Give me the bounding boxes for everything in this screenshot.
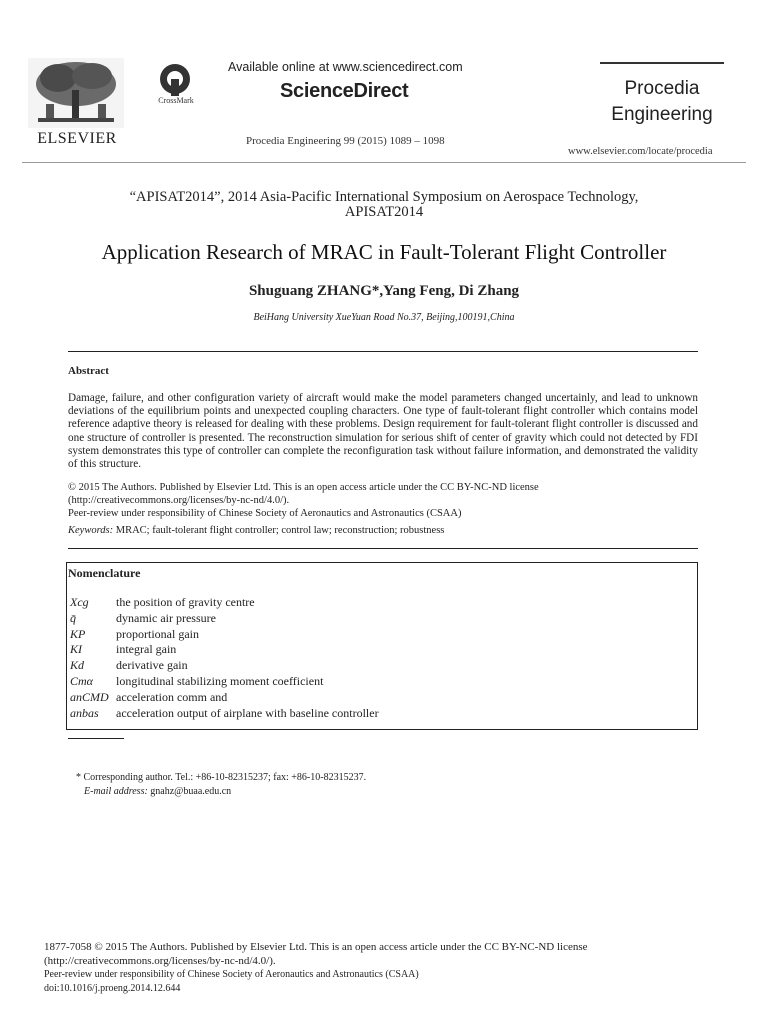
available-online-text: Available online at www.sciencedirect.com xyxy=(228,60,463,74)
abstract-text: Damage, failure, and other configuration variety of aircraft would make the model parameters changed uncertainly, and lead to unknown deviations of the equilibrium points and unexpected coupling characters. One type of fault-tolerant flight controller which contains model reference adaptive theory is released for dealing with these problems. Design requirement for fault-tolerant flight controller is discussed and one structure of controller is presented. The reconstruction simulation for serious shift of center of gravity which could not detected by FDI system demonstrates this type of controller can complete the reconfiguration task without failure information, and demonstrated the validity of this structure. xyxy=(68,392,698,471)
bottom-license-link[interactable]: (http://creativecommons.org/licenses/by-nc-nd/4.0/). xyxy=(44,955,276,967)
footnote-rule xyxy=(68,738,124,739)
nomenclature-symbol: anbas xyxy=(70,706,99,720)
nomenclature-row xyxy=(68,642,688,658)
journal-name-box xyxy=(600,62,724,128)
nomenclature-symbol: KP xyxy=(70,627,86,641)
conference-line2: APISAT2014 xyxy=(344,204,424,220)
header-divider xyxy=(22,162,746,163)
keywords xyxy=(68,525,698,536)
nomenclature-symbol: q̄ xyxy=(70,611,76,625)
nomenclature-definition: integral gain xyxy=(116,642,177,656)
paper-affiliation: BeiHang University XueYuan Road No.37, Beijing,100191,China xyxy=(253,312,515,323)
nomenclature-row xyxy=(68,706,688,722)
nomenclature-symbol: Kd xyxy=(70,658,85,672)
bottom-publication-info xyxy=(44,940,744,996)
nomenclature-row xyxy=(68,674,688,690)
copyright-license-link[interactable]: (http://creativecommons.org/licenses/by-nc-nd/4.0/). xyxy=(68,495,290,506)
nomenclature-definition: proportional gain xyxy=(116,627,199,641)
nomenclature-symbol: KI xyxy=(70,642,82,656)
journal-url[interactable]: www.elsevier.com/locate/procedia xyxy=(568,146,713,157)
copyright-line1: © 2015 The Authors. Published by Elsevier Ltd. This is an open access article under the CC BY-NC-ND license xyxy=(68,482,539,493)
nomenclature-definition: the position of gravity centre xyxy=(116,595,255,609)
keywords-label: Keywords: xyxy=(68,525,114,536)
nomenclature-symbol: anCMD xyxy=(70,690,109,704)
email-line xyxy=(76,785,366,799)
keywords-bottom-rule xyxy=(68,548,698,549)
nomenclature-symbol: Cmα xyxy=(70,674,93,688)
nomenclature-definition: longitudinal stabilizing moment coefficient xyxy=(116,674,324,688)
abstract-heading: Abstract xyxy=(68,365,109,377)
nomenclature-definition: acceleration comm and xyxy=(116,690,228,704)
bottom-peer-review-line: Peer-review under responsibility of Chinese Society of Aeronautics and Astronautics (CSAA) xyxy=(44,969,419,980)
nomenclature-heading: Nomenclature xyxy=(68,566,141,580)
doi[interactable]: doi:10.1016/j.proeng.2014.12.644 xyxy=(44,983,181,994)
nomenclature-row xyxy=(68,658,688,674)
abstract-copyright xyxy=(68,481,698,520)
copyright-line3: Peer-review under responsibility of Chinese Society of Aeronautics and Astronautics (CSAA) xyxy=(68,508,462,519)
email-label: E-mail address: xyxy=(84,786,148,797)
conference-name xyxy=(60,190,708,220)
email-address[interactable]: gnahz@buaa.edu.cn xyxy=(147,786,232,797)
nomenclature-definition: derivative gain xyxy=(116,658,188,672)
nomenclature-symbol: Xcg xyxy=(70,595,89,609)
journal-citation: Procedia Engineering 99 (2015) 1089 – 1098 xyxy=(246,135,445,147)
keywords-list: MRAC; fault-tolerant flight controller; control law; reconstruction; robustness xyxy=(113,525,445,536)
nomenclature-row xyxy=(68,611,688,627)
nomenclature-row xyxy=(68,690,688,706)
abstract-top-rule xyxy=(68,351,698,352)
bottom-copyright-line: 1877-7058 © 2015 The Authors. Published by Elsevier Ltd. This is an open access article under the CC BY-NC-ND license xyxy=(44,941,588,953)
journal-name-line1: Procedia xyxy=(624,78,700,99)
paper-title: Application Research of MRAC in Fault-Tolerant Flight Controller xyxy=(101,240,667,264)
corresponding-author-footnote xyxy=(76,771,366,799)
nomenclature-definition: dynamic air pressure xyxy=(116,611,216,625)
journal-name-line2: Engineering xyxy=(611,104,713,125)
publisher-logo-text: ELSEVIER xyxy=(37,130,117,147)
conference-line1: “APISAT2014”, 2014 Asia-Pacific International Symposium on Aerospace Technology, xyxy=(129,189,639,205)
crossmark-label: CrossMark xyxy=(158,96,194,105)
nomenclature-row xyxy=(68,627,688,643)
paper-authors: Shuguang ZHANG*,Yang Feng, Di Zhang xyxy=(248,283,520,299)
nomenclature-row xyxy=(68,595,688,611)
nomenclature-definition: acceleration output of airplane with baseline controller xyxy=(116,706,379,720)
sciencedirect-wordmark[interactable]: ScienceDirect xyxy=(280,80,409,102)
elsevier-tree-logo xyxy=(28,58,124,128)
crossmark-icon[interactable] xyxy=(155,62,195,98)
corresponding-author-line: * Corresponding author. Tel.: +86-10-82315237; fax: +86-10-82315237. xyxy=(76,772,367,783)
